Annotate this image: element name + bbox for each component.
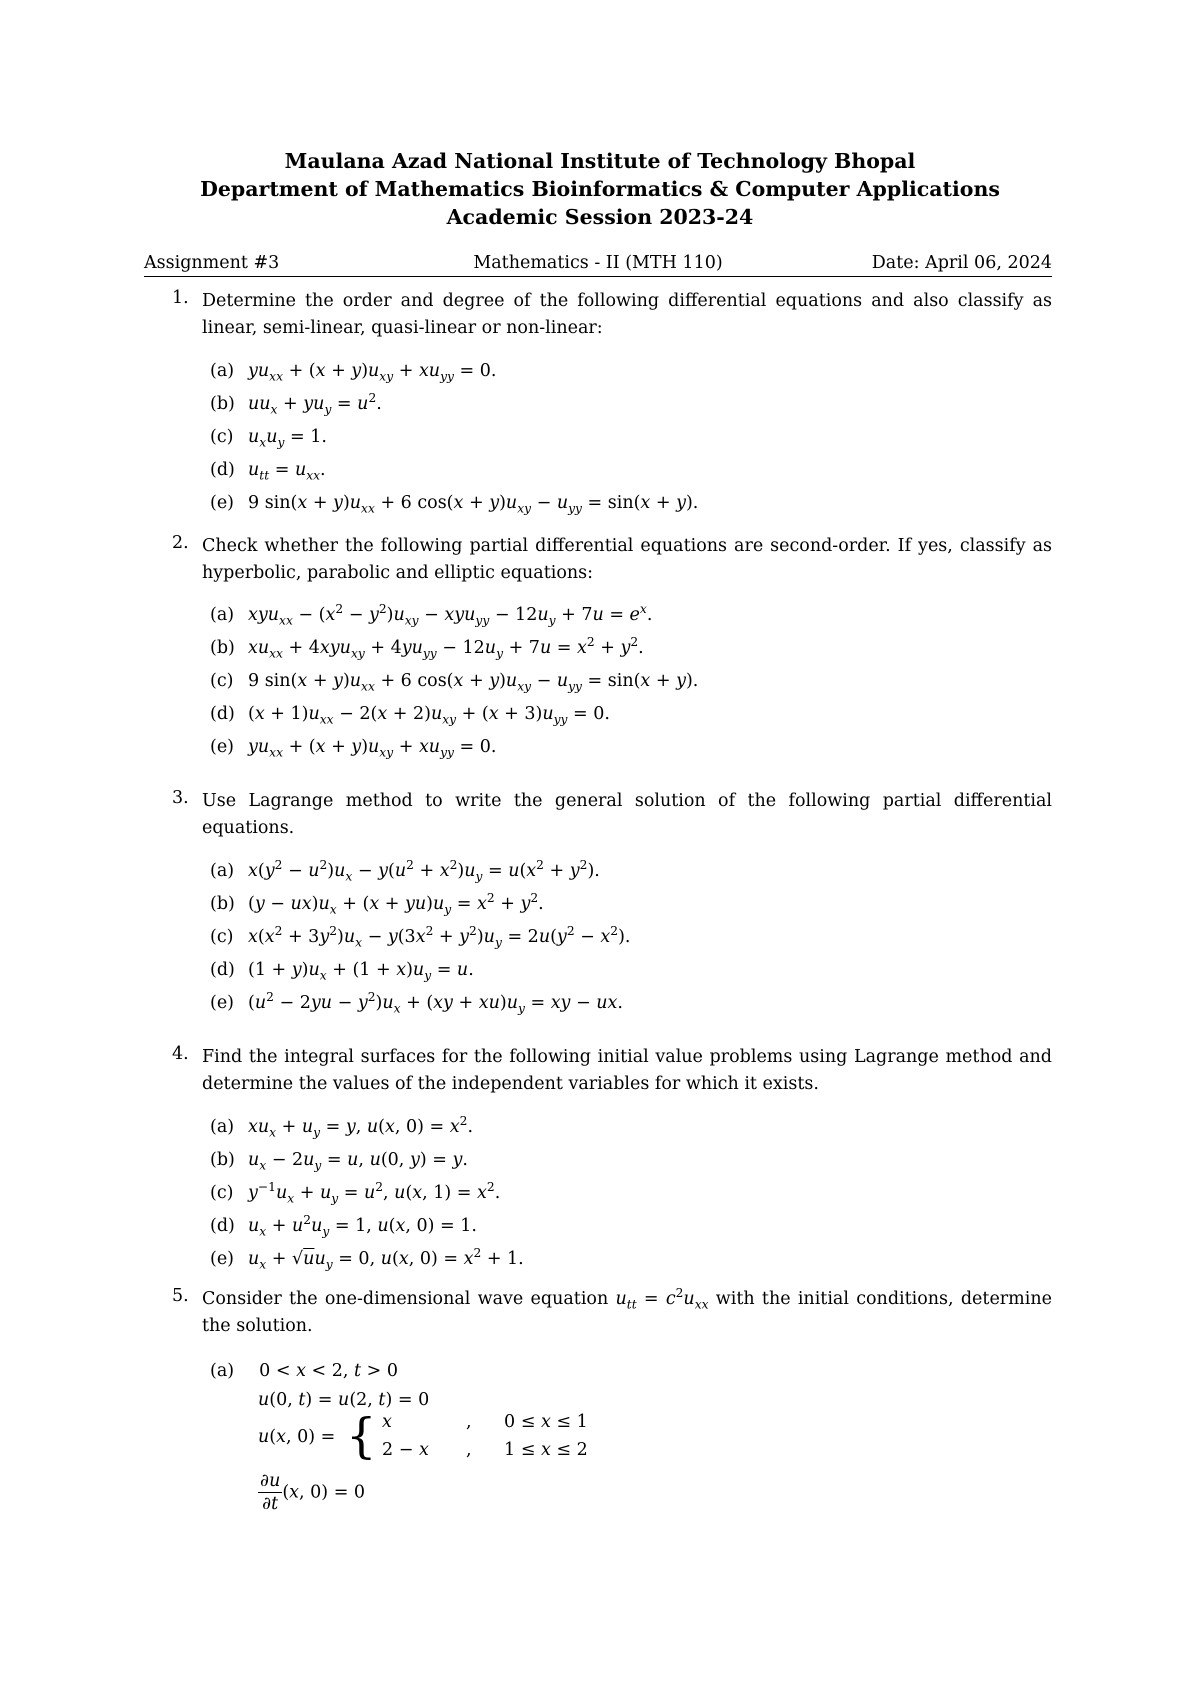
question-stem: Use Lagrange method to write the general solution of the following partial differential equations. <box>202 791 1052 838</box>
part-label: (c) <box>210 427 234 447</box>
q1-part-c: (c) $u_xu_y = 1$. <box>210 422 327 452</box>
q2-part-d: (d) $(x + 1)u_{xx} - 2(x + 2)u_{xy} + (x + 3)u_{yy} = 0$. <box>210 699 610 729</box>
assignment-info-bar <box>144 250 1052 277</box>
question-number: 4. <box>172 1044 189 1064</box>
question-number: 3. <box>172 788 189 808</box>
stem-before: Consider the one-dimensional wave equation <box>202 1289 609 1309</box>
question-number: 1. <box>172 288 189 308</box>
q5-boundary-condition: u(0, t) = u(2, t) = 0 <box>258 1390 430 1410</box>
q5-initial-displacement: u(x, 0) = { x , 0 ≤ x ≤ 1 2 − x , 1 ≤ x ≤ 2 <box>258 1408 588 1464</box>
part-label: (e) <box>210 493 235 513</box>
question-number: 5. <box>172 1286 189 1306</box>
part-label: (c) <box>210 671 234 691</box>
part-label: (d) <box>210 704 235 724</box>
part-label: (a) <box>210 361 235 381</box>
part-label: (e) <box>210 737 235 757</box>
department-name: Department of Mathematics Bioinformatics & Computer Applications <box>200 177 1000 201</box>
q4-part-e: (e) $u_x + √uu_y = 0$, u(x, $0) = x^2 + 1$. <box>210 1244 524 1274</box>
question-stem: Check whether the following partial differential equations are second-order. If yes, classify as hyperbolic, parabolic and elliptic equations: <box>202 536 1052 583</box>
q1-part-d: (d) $u_{tt} = u_{xx}$. <box>210 455 326 485</box>
part-label: (d) <box>210 960 235 980</box>
q4-part-a: (a) $xu_x + u_y = y$, u(x, $0) = x^2$. <box>210 1112 473 1142</box>
part-label: (b) <box>210 894 235 914</box>
part-label: (e) <box>210 993 235 1013</box>
academic-session: Academic Session 2023-24 <box>446 205 754 229</box>
part-label: (d) <box>210 1216 235 1236</box>
question-number: 2. <box>172 533 189 553</box>
q4-part-d: (d) $u_x + u^2u_y = 1$, u(x, 0) = 1. <box>210 1211 477 1241</box>
stem-after: with the initial conditions, determine the solution. <box>202 1289 1052 1336</box>
part-label: (b) <box>210 638 235 658</box>
q3-part-c: (c) $x(x^2 + 3y^2)u_x - y(3x^2 + y^2)u_y = 2u(y^2 - x^2)$. <box>210 922 630 952</box>
assignment-date: Date: April 06, 2024 <box>871 253 1052 273</box>
document-header <box>0 147 1200 231</box>
piecewise-brace: { <box>346 1408 377 1464</box>
part-label: (c) <box>210 927 234 947</box>
q3-part-e: (e) $(u^2 - 2yu - y^2)u_x + (xy + xu)u_y$ = xy − ux. <box>210 988 623 1018</box>
part-label: (e) <box>210 1249 235 1269</box>
part-label: (a) <box>210 1361 235 1381</box>
q4-part-c: (c) $y^{-1}u_x + u_y = u^2$, u(x, $1) = x^2$. <box>210 1178 500 1208</box>
q2-part-b: (b) $xu_{xx} + 4xyu_{xy} + 4yu_{yy} - 12u_y + 7u = x^2 + y^2$. <box>210 633 644 663</box>
q3-part-d: (d) $(1 + y)u_x + (1 + x)u_y = u$. <box>210 955 474 985</box>
question-stem: Determine the order and degree of the following differential equations and also classify as linear, semi-linear, quasi-linear or non-linear: <box>202 291 1052 338</box>
q1-part-e: (e) 9 $\sin(x + y)u_{xx} + 6$ $\cos(x + y)u_{xy} - u_{yy} = \sin(x + y)$. <box>210 488 698 518</box>
q3-part-a: (a) $x(y^2 - u^2)u_x - y(u^2 + x^2)u_y = u(x^2 + y^2)$. <box>210 856 600 886</box>
part-label: (a) <box>210 1117 235 1137</box>
q2-part-c: (c) 9 $\sin(x + y)u_{xx} + 6$ $\cos(x + y)u_{xy} - u_{yy} = \sin(x + y)$. <box>210 666 698 696</box>
part-label: (c) <box>210 1183 234 1203</box>
question-stem <box>202 1286 1052 1340</box>
assignment-number: Assignment #3 <box>144 253 280 273</box>
q1-part-b: (b) $uu_x + yu_y = u^2$. <box>210 389 382 419</box>
institute-name: Maulana Azad National Institute of Technology Bhopal <box>284 149 916 173</box>
part-label: (b) <box>210 394 235 414</box>
wave-equation: $u_{tt} = c^2u_{xx}$ <box>615 1286 709 1312</box>
part-label: (b) <box>210 1150 235 1170</box>
part-label: (a) <box>210 861 235 881</box>
course-name: Mathematics - II (MTH 110) <box>473 253 723 273</box>
q1-part-a: (a) $yu_{xx} + (x + y)u_{xy} + xu_{yy} = 0$. <box>210 356 496 386</box>
part-label: (d) <box>210 460 235 480</box>
question-stem: Find the integral surfaces for the following initial value problems using Lagrange method and determine the values of the independent variables for which it exists. <box>202 1047 1052 1094</box>
q2-part-a: (a) $xyu_{xx} - (x^2 - y^2)u_{xy} - xyu_{yy} - 12u_y + 7u = e^x$. <box>210 600 652 630</box>
part-label: (a) <box>210 605 235 625</box>
q4-part-b: (b) $u_x - 2u_y = u$, u(0, y) = y. <box>210 1145 468 1175</box>
q5-initial-velocity: $\frac{\partial u}{\partial t}$ (x, 0) = 0 <box>260 1471 366 1514</box>
q5-part-a: (a) 0 < x < 2, t > 0 <box>210 1356 398 1386</box>
q2-part-e: (e) $yu_{xx} + (x + y)u_{xy} + xu_{yy} = 0$. <box>210 732 496 762</box>
q3-part-b: (b) $(y - ux)u_x + (x + yu)u_y = x^2 + y^2$. <box>210 889 544 919</box>
